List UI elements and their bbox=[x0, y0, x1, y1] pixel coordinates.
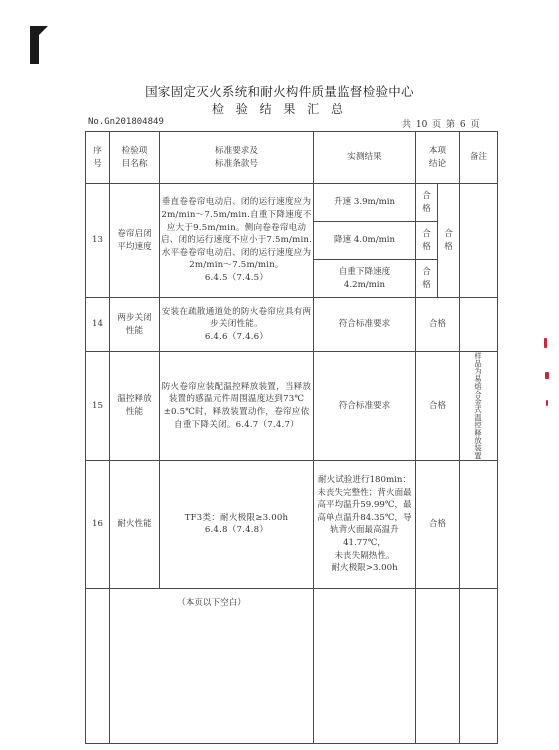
row-standard: 垂直卷卷帘电动启、闭的运行速度应为2m/min～7.5m/min.自重下降速度不应大于9.5m/min。侧向卷卷帘电动启、闭的运行速度不应小于7.5m/min.水平卷卷帘电动启、闭的运行速度应为2m/min～7.5m/min。 6.4.5（7.4.5） bbox=[160, 184, 314, 298]
blank-section-row bbox=[86, 588, 498, 743]
sub-conclusion: 合 格 bbox=[416, 260, 438, 298]
report-number: No.Gn201804849 bbox=[88, 117, 164, 127]
page-count: 共 10 页 第 6 页 bbox=[402, 120, 480, 130]
scan-corner-mark bbox=[30, 26, 39, 64]
blank-cell bbox=[86, 588, 110, 743]
table-row bbox=[86, 184, 498, 222]
row-conclusion: 合格 bbox=[416, 352, 460, 461]
blank-cell bbox=[314, 588, 416, 743]
sub-result: 自重下降速度 4.2m/min bbox=[314, 260, 416, 298]
side-seal-mark bbox=[544, 338, 547, 348]
header-standard: 标准要求及 标准条款号 bbox=[160, 132, 314, 184]
header-seq: 序 号 bbox=[86, 132, 110, 184]
sub-conclusion: 合 格 bbox=[416, 222, 438, 260]
header-conclusion: 本项 结论 bbox=[416, 132, 460, 184]
row-standard: 防火卷帘应装配温控释放装置，当释放装置的感温元件周围温度达到73℃±0.5℃时，释放装置动作，卷帘应依自重下降关闭。6.4.7（7.4.7） bbox=[160, 352, 314, 461]
row-item: 两步关闭 性能 bbox=[110, 298, 160, 352]
blank-cell bbox=[460, 588, 498, 743]
header-item: 检验项 目名称 bbox=[110, 132, 160, 184]
row-result: 耐火试验进行180min： 未丧失完整性；背火面最高平均温升59.99℃，最高单点温升84.35℃，导轨背火面最高温升41.77℃， 未丧失隔热性。 耐火极限>3.00h bbox=[314, 460, 416, 588]
row-remark bbox=[460, 184, 498, 298]
row-item: 温控释放 性能 bbox=[110, 352, 160, 461]
remark-text: 样品为易熔合金式温控释放装置 bbox=[474, 352, 484, 460]
row-seq: 15 bbox=[86, 352, 110, 461]
results-table bbox=[85, 131, 498, 744]
summary-title: 检 验 结 果 汇 总 bbox=[211, 102, 348, 116]
row-remark bbox=[460, 298, 498, 352]
row-result: 符合标准要求 bbox=[314, 298, 416, 352]
table-header-row bbox=[86, 132, 498, 184]
header-remark: 备注 bbox=[460, 132, 498, 184]
row-result: 符合标准要求 bbox=[314, 352, 416, 461]
row-conclusion: 合格 bbox=[416, 460, 460, 588]
row-conclusion: 合格 bbox=[416, 298, 460, 352]
row-item: 耐火性能 bbox=[110, 460, 160, 588]
row-remark bbox=[460, 352, 498, 461]
table-row bbox=[86, 352, 498, 461]
sub-result: 升速 3.9m/min bbox=[314, 184, 416, 222]
table-row bbox=[86, 298, 498, 352]
row-standard: TF3类：耐火极限≥3.00h 6.4.8（7.4.8） bbox=[160, 460, 314, 588]
row-seq: 14 bbox=[86, 298, 110, 352]
side-seal-mark bbox=[545, 372, 549, 379]
table-row bbox=[86, 460, 498, 588]
blank-note: （本页以下空白） bbox=[110, 588, 314, 743]
row-item: 卷帘启闭 平均速度 bbox=[110, 184, 160, 298]
sub-conclusion: 合 格 bbox=[416, 184, 438, 222]
sub-result: 降速 4.0m/min bbox=[314, 222, 416, 260]
blank-cell bbox=[416, 588, 460, 743]
header-result: 实测结果 bbox=[314, 132, 416, 184]
row-seq: 16 bbox=[86, 460, 110, 588]
center-name-title: 国家固定灭火系统和耐火构件质量监督检验中心 bbox=[145, 84, 414, 99]
row-conclusion: 合 格 bbox=[438, 184, 460, 298]
row-seq: 13 bbox=[86, 184, 110, 298]
side-seal-mark bbox=[546, 400, 548, 406]
row-remark bbox=[460, 460, 498, 588]
row-standard: 安装在疏散通道处的防火卷帘应具有两步关闭性能。 6.4.6（7.4.6） bbox=[160, 298, 314, 352]
